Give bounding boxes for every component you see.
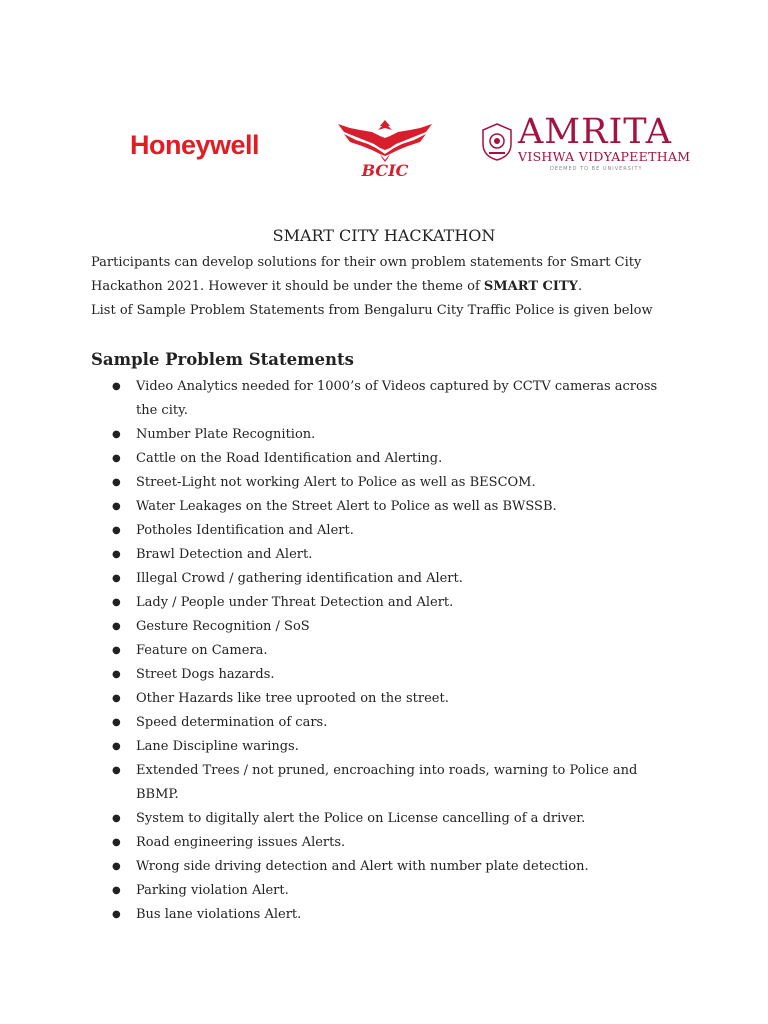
bullet-icon: ●: [112, 885, 121, 896]
bcic-logo: [336, 114, 434, 180]
list-item: [112, 591, 672, 615]
list-item: [112, 567, 672, 591]
bullet-icon: ●: [112, 693, 121, 704]
intro-paragraph: [91, 251, 691, 323]
amrita-name: AMRITA: [518, 112, 672, 152]
list-item-text: Brawl Detection and Alert.: [136, 547, 313, 562]
amrita-logo: [480, 112, 691, 180]
list-item: [112, 375, 672, 423]
bullet-icon: ●: [112, 453, 121, 464]
amrita-seal-icon: [480, 122, 514, 162]
bullet-icon: ●: [112, 621, 121, 632]
bullet-icon: ●: [112, 477, 121, 488]
list-item-text: Cattle on the Road Identification and Alerting.: [136, 451, 443, 466]
list-item-text: Speed determination of cars.: [136, 715, 328, 730]
amrita-tagline: DEEMED TO BE UNIVERSITY: [550, 166, 643, 172]
list-item: [112, 471, 672, 495]
bullet-icon: ●: [112, 549, 121, 560]
list-item: [112, 423, 672, 447]
list-item: [112, 663, 672, 687]
list-item: [112, 735, 672, 759]
list-item: [112, 759, 672, 807]
list-item-text: Wrong side driving detection and Alert with number plate detection.: [136, 859, 589, 874]
list-item: [112, 807, 672, 831]
list-item: [112, 519, 672, 543]
list-item-text: Gesture Recognition / SoS: [136, 619, 310, 634]
list-item: [112, 615, 672, 639]
intro-text: Participants can develop solutions for their own problem statements for Smart City Hackathon 2021. However it should be under the theme of: [91, 255, 642, 294]
list-item-text: Video Analytics needed for 1000’s of Videos captured by CCTV cameras across the city.: [136, 379, 658, 418]
intro-line-1: [91, 251, 691, 299]
list-item: [112, 879, 672, 903]
bullet-icon: ●: [112, 765, 121, 776]
list-item: [112, 903, 672, 927]
list-item: [112, 855, 672, 879]
amrita-subtitle: VISHWA VIDYAPEETHAM: [518, 149, 691, 164]
list-item-text: System to digitally alert the Police on License cancelling of a driver.: [136, 811, 586, 826]
list-item-text: Number Plate Recognition.: [136, 427, 316, 442]
list-item-text: Water Leakages on the Street Alert to Police as well as BWSSB.: [136, 499, 557, 514]
list-item-text: Other Hazards like tree uprooted on the street.: [136, 691, 449, 706]
list-item-text: Parking violation Alert.: [136, 883, 289, 898]
list-item-text: Street Dogs hazards.: [136, 667, 275, 682]
bcic-eagle-icon: [336, 114, 434, 180]
list-item-text: Illegal Crowd / gathering identification and Alert.: [136, 571, 463, 586]
list-item: [112, 495, 672, 519]
bullet-icon: ●: [112, 381, 121, 392]
list-item-text: Road engineering issues Alerts.: [136, 835, 346, 850]
page-title: SMART CITY HACKATHON: [272, 226, 496, 245]
section-heading: Sample Problem Statements: [91, 350, 354, 369]
list-item: [112, 711, 672, 735]
problem-list: [112, 375, 672, 927]
honeywell-logo: Honeywell: [130, 130, 260, 160]
bullet-icon: ●: [112, 429, 121, 440]
intro-period: .: [577, 279, 583, 294]
bullet-icon: ●: [112, 717, 121, 728]
bullet-icon: ●: [112, 645, 121, 656]
list-item: [112, 831, 672, 855]
list-item: [112, 543, 672, 567]
bullet-icon: ●: [112, 597, 121, 608]
list-item-text: Feature on Camera.: [136, 643, 268, 658]
list-item-text: Street-Light not working Alert to Police as well as BESCOM.: [136, 475, 536, 490]
bullet-icon: ●: [112, 501, 121, 512]
list-item: [112, 639, 672, 663]
list-item: [112, 447, 672, 471]
list-item: [112, 687, 672, 711]
bullet-icon: ●: [112, 573, 121, 584]
theme-name: SMART CITY: [483, 279, 578, 294]
bullet-icon: ●: [112, 813, 121, 824]
list-item-text: Lane Discipline warings.: [136, 739, 299, 754]
list-item-text: Potholes Identification and Alert.: [136, 523, 354, 538]
bullet-icon: ●: [112, 669, 121, 680]
bullet-icon: ●: [112, 741, 121, 752]
list-item-text: Extended Trees / not pruned, encroaching into roads, warning to Police and BBMP.: [136, 763, 638, 802]
bullet-icon: ●: [112, 861, 121, 872]
bullet-icon: ●: [112, 837, 121, 848]
bcic-logo-text: BCIC: [361, 161, 409, 180]
intro-line-2: List of Sample Problem Statements from Bengaluru City Traffic Police is given below: [91, 303, 653, 318]
logo-row: [0, 110, 768, 180]
list-item-text: Bus lane violations Alert.: [136, 907, 302, 922]
list-item-text: Lady / People under Threat Detection and Alert.: [136, 595, 454, 610]
bullet-icon: ●: [112, 525, 121, 536]
bullet-icon: ●: [112, 909, 121, 920]
